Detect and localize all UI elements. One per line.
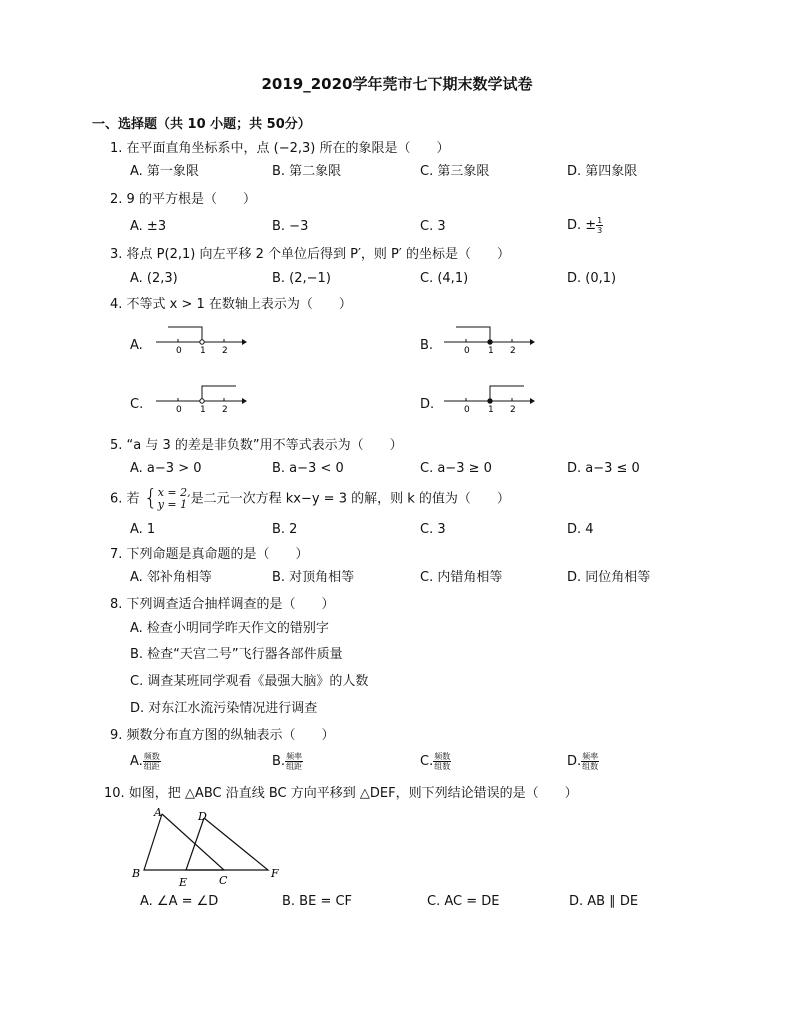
point-label-f: F	[271, 867, 279, 880]
question-7-option-c[interactable]: C. 内错角相等	[420, 570, 503, 585]
tick-label-1: 1	[200, 405, 206, 415]
question-3-option-c[interactable]: C. (4,1)	[420, 271, 469, 286]
question-3-option-b[interactable]: B. (2,−1)	[272, 271, 331, 286]
option-letter: B.	[272, 754, 286, 769]
equation-line-1: x = 2,	[157, 486, 191, 499]
tick-label-0: 0	[464, 405, 470, 415]
tick-label-1: 1	[488, 405, 494, 415]
question-8-option-c[interactable]: C. 调查某班同学观看《最强大脑》的人数	[130, 674, 369, 689]
fraction-denominator: 3	[597, 226, 603, 235]
question-10-option-a[interactable]: A. ∠A = ∠D	[140, 894, 219, 909]
tick-label-0: 0	[176, 405, 182, 415]
question-4-option-c[interactable]: C.	[130, 397, 144, 412]
question-1-stem: 1. 在平面直角坐标系中，点 (−2,3) 所在的象限是（ ）	[110, 141, 450, 156]
fraction	[143, 752, 161, 771]
question-1-option-a[interactable]: A. 第一象限	[130, 164, 199, 179]
question-6-suffix: 是二元一次方程 kx−y = 3 的解，则 k 的值为（ ）	[190, 491, 510, 507]
question-8-stem: 8. 下列调查适合抽样调查的是（ ）	[110, 597, 335, 612]
question-9-option-d[interactable]	[567, 748, 599, 776]
question-5-option-b[interactable]: B. a−3 < 0	[272, 461, 344, 476]
fraction-denominator: 组距	[286, 762, 303, 771]
question-4-option-d[interactable]: D.	[420, 397, 435, 412]
question-2-option-a[interactable]: A. ±3	[130, 219, 167, 234]
question-9-option-a[interactable]	[130, 748, 161, 776]
number-line-b	[438, 322, 538, 356]
question-6-prefix: 6. 若	[110, 491, 140, 507]
question-6-option-b[interactable]: B. 2	[272, 522, 298, 537]
question-6-option-a[interactable]: A. 1	[130, 522, 156, 537]
question-10-option-c[interactable]: C. AC = DE	[427, 894, 500, 909]
question-2-option-b[interactable]: B. −3	[272, 219, 309, 234]
tick-label-1: 1	[200, 346, 206, 356]
tick-label-2: 2	[222, 346, 228, 356]
option-letter: D.	[567, 754, 582, 769]
question-1-option-d[interactable]: D. 第四象限	[567, 164, 638, 179]
fraction-one-third	[596, 216, 603, 235]
section-heading: 一、选择题（共 10 小题；共 50分）	[92, 117, 311, 132]
equation-line-2: y = 1	[157, 498, 188, 511]
fraction-denominator: 组距	[143, 762, 160, 771]
fraction-numerator: 1	[597, 216, 603, 225]
option-letter: C.	[420, 754, 434, 769]
page-title: 2019_2020学年莞市七下期末数学试卷	[261, 75, 533, 93]
question-8-option-a[interactable]: A. 检查小明同学昨天作文的错别字	[130, 621, 329, 636]
tick-label-0: 0	[176, 346, 182, 356]
question-9-option-c[interactable]	[420, 748, 451, 776]
question-5-option-d[interactable]: D. a−3 ≤ 0	[567, 461, 640, 476]
number-line-c	[150, 381, 250, 415]
question-3-option-a[interactable]: A. (2,3)	[130, 271, 178, 286]
question-6-stem	[110, 486, 510, 513]
question-10-option-b[interactable]: B. BE = CF	[282, 894, 353, 909]
question-7-stem: 7. 下列命题是真命题的是（ ）	[110, 547, 309, 562]
fraction-denominator: 组数	[434, 762, 451, 771]
question-7-option-b[interactable]: B. 对顶角相等	[272, 570, 355, 585]
fraction-denominator: 组数	[582, 762, 599, 771]
fraction	[581, 752, 599, 771]
question-10-stem: 10. 如图，把 △ABC 沿直线 BC 方向平移到 △DEF，则下列结论错误的是（ ）	[104, 786, 578, 801]
question-8-option-b[interactable]: B. 检查“天宫二号”飞行器各部件质量	[130, 647, 343, 662]
question-2-option-d-prefix: D. ±	[567, 218, 597, 233]
question-1-option-c[interactable]: C. 第三象限	[420, 164, 490, 179]
tick-label-2: 2	[510, 346, 516, 356]
question-2-stem: 2. 9 的平方根是（ ）	[110, 192, 256, 207]
number-line-d	[438, 381, 538, 415]
question-10-option-d[interactable]: D. AB ∥ DE	[569, 894, 639, 909]
question-3-stem: 3. 将点 P(2,1) 向左平移 2 个单位后得到 P′，则 P′ 的坐标是（ ）	[110, 247, 510, 262]
equation-system	[158, 487, 191, 511]
question-5-option-a[interactable]: A. a−3 > 0	[130, 461, 202, 476]
question-8-option-d[interactable]: D. 对东江水流污染情况进行调查	[130, 701, 318, 716]
question-6-option-c[interactable]: C. 3	[420, 522, 446, 537]
number-line-a	[150, 322, 250, 356]
question-9-option-b[interactable]	[272, 748, 303, 776]
point-label-a: A	[154, 806, 162, 819]
fraction-numerator: 频数	[143, 752, 160, 761]
left-brace-icon: {	[143, 486, 158, 511]
tick-label-2: 2	[510, 405, 516, 415]
question-3-option-d[interactable]: D. (0,1)	[567, 271, 617, 286]
fraction-numerator: 频率	[286, 752, 303, 761]
tick-label-0: 0	[464, 346, 470, 356]
question-5-stem: 5. “a 与 3 的差是非负数”用不等式表示为（ ）	[110, 438, 403, 453]
tick-label-1: 1	[488, 346, 494, 356]
fraction	[285, 752, 303, 771]
question-4-option-b[interactable]: B.	[420, 338, 434, 353]
fraction-numerator: 频率	[582, 752, 599, 761]
tick-label-2: 2	[222, 405, 228, 415]
question-2-option-c[interactable]: C. 3	[420, 219, 446, 234]
question-7-option-d[interactable]: D. 同位角相等	[567, 570, 651, 585]
point-label-c: C	[219, 874, 228, 887]
option-letter: A.	[130, 754, 143, 769]
question-4-stem: 4. 不等式 x > 1 在数轴上表示为（ ）	[110, 297, 352, 312]
point-label-d: D	[198, 810, 207, 823]
question-7-option-a[interactable]: A. 邻补角相等	[130, 570, 212, 585]
fraction	[433, 752, 451, 771]
point-label-e: E	[179, 876, 188, 889]
question-6-option-d[interactable]: D. 4	[567, 522, 594, 537]
question-5-option-c[interactable]: C. a−3 ≥ 0	[420, 461, 492, 476]
question-1-option-b[interactable]: B. 第二象限	[272, 164, 342, 179]
question-2-option-d[interactable]	[567, 213, 603, 239]
triangle-translation-figure	[126, 806, 286, 890]
question-4-option-a[interactable]: A.	[130, 338, 143, 353]
point-label-b: B	[132, 867, 141, 880]
fraction-numerator: 频数	[434, 752, 451, 761]
question-9-stem: 9. 频数分布直方图的纵轴表示（ ）	[110, 728, 335, 743]
